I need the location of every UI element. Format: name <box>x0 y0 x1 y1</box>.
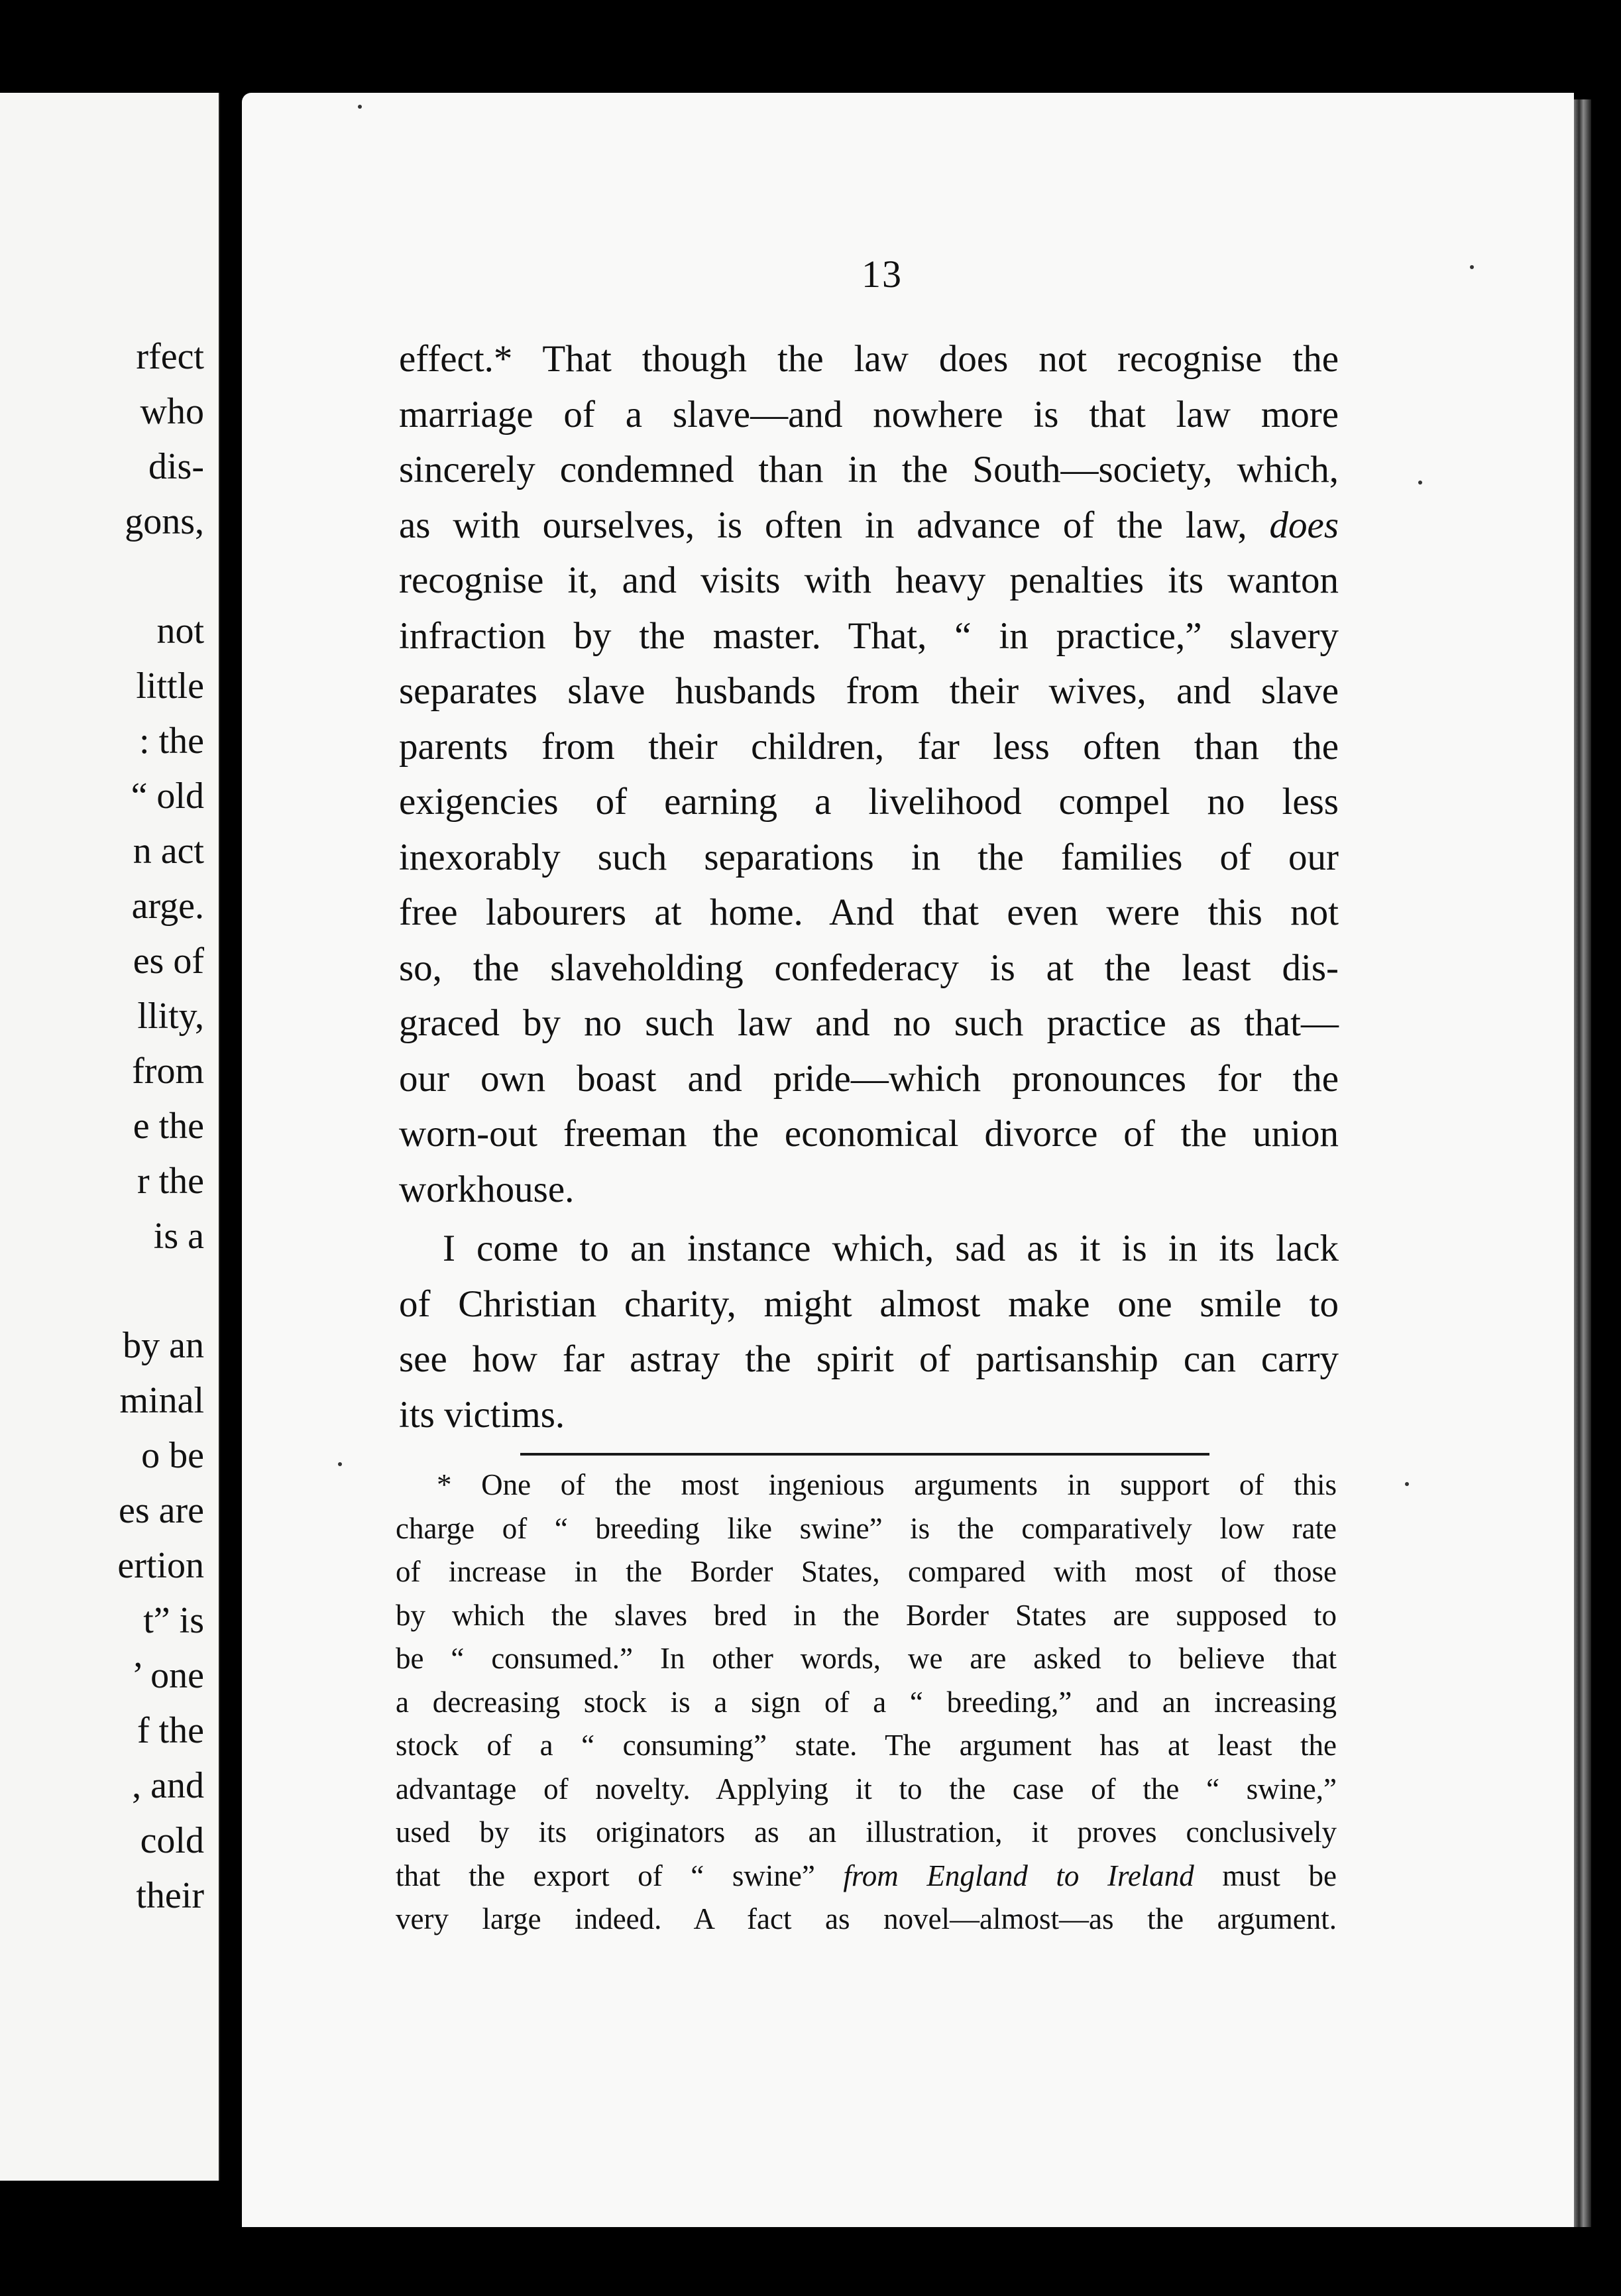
left-page-line: gons, <box>125 501 204 542</box>
left-page-line: little <box>136 665 204 707</box>
emphasized-phrase: from England to Ireland <box>843 1859 1194 1892</box>
left-page-line: rfect <box>136 336 204 377</box>
left-page-line: minal <box>119 1380 204 1421</box>
body-line: its victims. <box>399 1393 565 1436</box>
left-page-line: ertion <box>117 1545 204 1586</box>
footnote-line: charge of “ breeding like swine” is the comparatively low rate <box>396 1511 1337 1545</box>
page-stack-edge <box>1574 99 1591 2227</box>
footnote-line <box>396 1855 1337 1898</box>
left-page-line: from <box>132 1051 204 1092</box>
body-line: marriage of a slave—and nowhere is that law more <box>399 393 1339 435</box>
body-line: separates slave husbands from their wives, and slave <box>399 670 1339 712</box>
body-line: infraction by the master. That, “ in practice,” slavery <box>399 614 1339 657</box>
left-page-line: cold <box>140 1820 204 1861</box>
footnote-line-text: that the export of “ swine” <box>396 1859 815 1892</box>
left-page-line: by an <box>123 1325 204 1366</box>
footnote-line: be “ consumed.” In other words, we are asked to believe that <box>396 1642 1337 1675</box>
body-line: inexorably such separations in the families of our <box>399 836 1339 878</box>
emphasized-word: does <box>1269 504 1339 546</box>
body-line: effect.* That though the law does not recognise the <box>399 338 1339 380</box>
footnote-line: very large indeed. A fact as novel—almost—as the argument. <box>396 1902 1337 1935</box>
body-line: workhouse. <box>399 1168 575 1210</box>
left-page-line: e the <box>133 1106 204 1147</box>
body-line: of Christian charity, might almost make one smile to <box>399 1283 1339 1325</box>
left-page-line: ’ one <box>131 1655 204 1696</box>
footnote-line: advantage of novelty. Applying it to the case of the “ swine,” <box>396 1772 1337 1806</box>
scan-speck <box>1418 481 1422 485</box>
left-page-line: llity, <box>137 996 204 1037</box>
body-text <box>399 331 1339 1442</box>
previous-page <box>0 93 220 2181</box>
footnote-line-tail: must be <box>1222 1859 1337 1892</box>
body-line-text: as with ourselves, is often in advance of the law, <box>399 504 1247 546</box>
body-line: see how far astray the spirit of partisanship can carry <box>399 1338 1339 1380</box>
scan-speck <box>358 105 362 109</box>
scan-speck <box>1470 265 1474 269</box>
body-line: parents from their children, far less often than the <box>399 725 1339 768</box>
left-page-line: n act <box>133 831 204 872</box>
footnote-line: by which the slaves bred in the Border States are supposed to <box>396 1598 1337 1632</box>
left-page-line: es are <box>118 1490 204 1531</box>
footnote-line: used by its originators as an illustration, it proves conclusively <box>396 1815 1337 1849</box>
scan-speck <box>338 1462 342 1466</box>
footnote <box>396 1464 1337 1941</box>
left-page-line: es of <box>133 941 204 982</box>
left-page-line: “ old <box>131 775 204 817</box>
body-line <box>399 498 1339 553</box>
left-page-line: , and <box>132 1765 204 1806</box>
footnote-line: stock of a “ consuming” state. The argument has at least the <box>396 1729 1337 1762</box>
page-number: 13 <box>862 253 903 296</box>
scan-speck <box>1405 1482 1409 1486</box>
left-page-line: is a <box>153 1216 204 1257</box>
left-page-line: arge. <box>131 886 204 927</box>
body-line: worn-out freeman the economical divorce of the union <box>399 1113 1339 1155</box>
footnote-line: of increase in the Border States, compared with most of those <box>396 1555 1337 1588</box>
footnote-line: a decreasing stock is a sign of a “ breeding,” and an increasing <box>396 1685 1337 1719</box>
left-page-line: dis- <box>148 446 204 487</box>
footnote-line: * One of the most ingenious arguments in support of this <box>437 1468 1337 1501</box>
left-page-line: : the <box>139 720 204 762</box>
body-line: recognise it, and visits with heavy penalties its wanton <box>399 559 1339 601</box>
body-line: so, the slaveholding confederacy is at the least dis- <box>399 947 1339 989</box>
left-page-line: not <box>156 610 204 652</box>
body-line: free labourers at home. And that even were this not <box>399 891 1339 933</box>
body-line: our own boast and pride—which pronounces for the <box>399 1057 1339 1100</box>
body-line: sincerely condemned than in the South—society, which, <box>399 449 1339 490</box>
left-page-line: who <box>140 391 204 432</box>
body-line: I come to an instance which, sad as it is in its lack <box>443 1228 1339 1269</box>
body-line: graced by no such law and no such practice as that— <box>399 1002 1339 1044</box>
left-page-line: o be <box>141 1435 204 1476</box>
left-page-line: f the <box>137 1710 204 1751</box>
left-page-line: their <box>136 1875 204 1916</box>
footnote-divider <box>520 1453 1209 1456</box>
body-line: exigencies of earning a livelihood compel no less <box>399 781 1339 823</box>
left-page-line: t” is <box>143 1600 204 1641</box>
left-page-line: r the <box>137 1161 204 1202</box>
